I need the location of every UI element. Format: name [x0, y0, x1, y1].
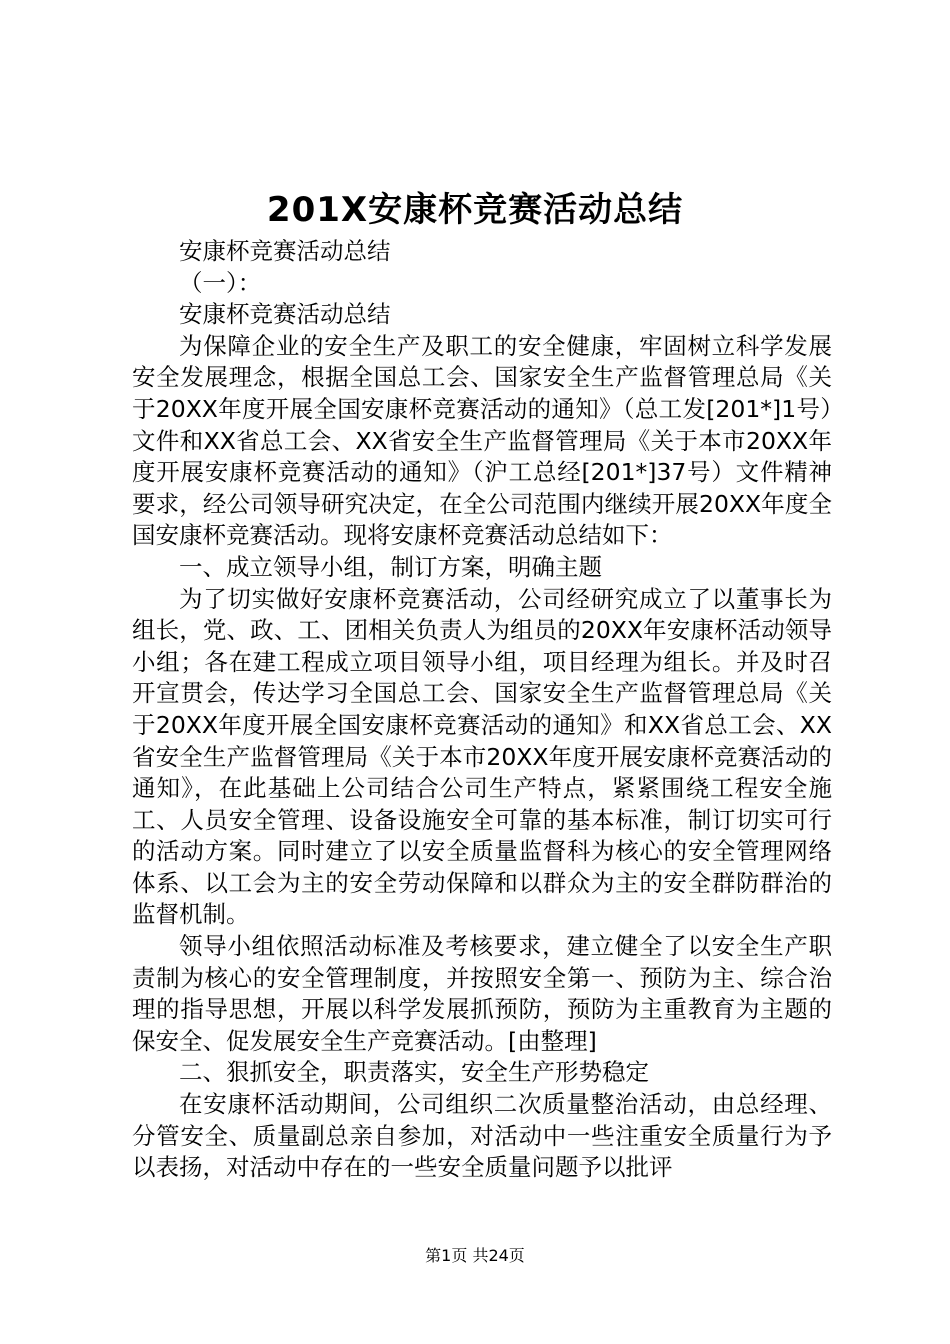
page-footer: 第1页 共24页 — [425, 1246, 525, 1265]
paragraph-subtitle: 安康杯竞赛活动总结 — [179, 237, 391, 265]
section-heading-2: 二、狠抓安全，职责落实，安全生产形势稳定 — [179, 1058, 649, 1087]
document-title: 201X安康杯竞赛活动总结 — [266, 190, 684, 230]
paragraph-intro: 为保障企业的安全生产及职工的安全健康，牢固树立科学发展安全发展理念，根据全国总工会、国家安全生产监督管理总局《关于20XX年度开展全国安康杯竞赛活动的通知》（总工发[201*]1号）文件和XX省总工会、XX省安全生产监督管理局《关于本市20XX年度开展安康杯竞赛活动的通知》（沪工总经[201*]37号）文件精神要求，经公司领导研究决定，在全公司范围内继续开展20XX年度全国安康杯竞赛活动。现将安康杯竞赛活动总结如下： — [132, 331, 832, 550]
paragraph-section-2: 在安康杯活动期间，公司组织二次质量整治活动，由总经理、分管安全、质量副总亲自参加，对活动中一些注重安全质量行为予以表扬，对活动中存在的一些安全质量问题予以批评 — [132, 1090, 832, 1182]
section-heading-1: 一、成立领导小组，制订方案，明确主题 — [179, 552, 602, 581]
paragraph-section-marker: （一）： — [179, 268, 262, 297]
document-body — [132, 236, 832, 1184]
paragraph-section-1: 为了切实做好安康杯竞赛活动，公司经研究成立了以董事长为组长，党、政、工、团相关负责人为组员的20XX年安康杯活动领导小组；各在建工程成立项目领导小组，项目经理为组长。并及时召开宣贯会，传达学习全国总工会、国家安全生产监督管理总局《关于20XX年度开展全国安康杯竞赛活动的通知》和XX省总工会、XX省安全生产监督管理局《关于本市20XX年度开展安康杯竞赛活动的通知》，在此基础上公司结合公司生产特点，紧紧围绕工程安全施工、人员安全管理、设备设施安全可靠的基本标准，制订切实可行的活动方案。同时建立了以安全质量监督科为核心的安全管理网络体系、以工会为主的安全劳动保障和以群众为主的安全群防群治的监督机制。 — [132, 584, 832, 929]
paragraph-section-1-cont: 领导小组依照活动标准及考核要求，建立健全了以安全生产职责制为核心的安全管理制度，并按照安全第一、预防为主、综合治理的指导思想，开展以科学发展抓预防，预防为主重教育为主题的保安全、促发展安全生产竞赛活动。[由整理] — [132, 932, 832, 1055]
paragraph-heading: 安康杯竞赛活动总结 — [179, 300, 391, 329]
